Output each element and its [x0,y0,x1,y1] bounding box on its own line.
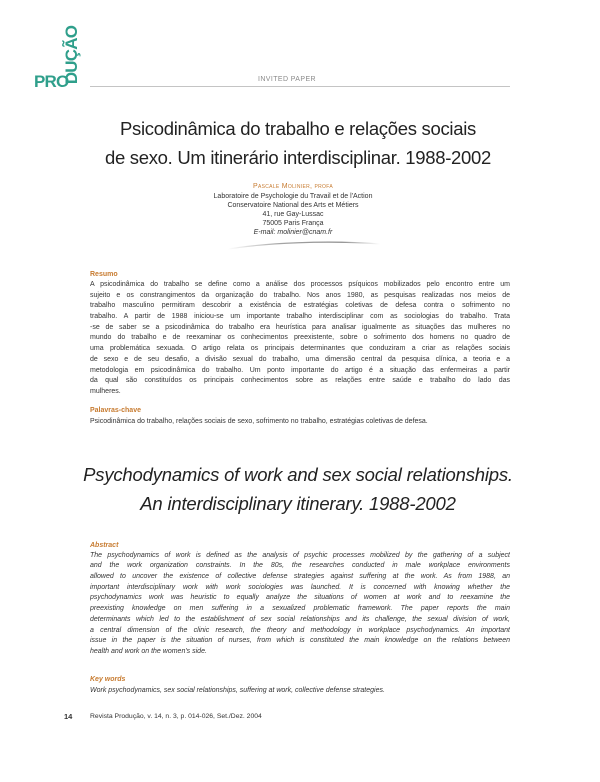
resumo-line: uma problemática sexuada. O artigo relata os principais determinantes que conduziram a criar as relações sociais [90,345,510,353]
abstract-line: determinants which led to the establishment of sex social relationships and its challenge, the sexual division of work, [90,615,510,623]
resumo-line: mulheres. [90,387,121,395]
key-words-text: Work psychodynamics, sex social relationships, suffering at work, collective defense strategies. [90,686,385,694]
resumo-line: de sexo e de seu desafio, a divisão sexual do trabalho, uma dimensão central da pesquisa clínica, a teoria e a [90,355,510,363]
affiliation-line: 75005 Paris França [262,219,324,227]
abstract-line: psychodynamics work was heuristic to equally analyze the situations of women at work and to reexamine the [90,594,510,602]
affiliation-line: Conservatoire National des Arts et Métiers [227,201,359,209]
header-rule [90,86,510,87]
title-portuguese-line: de sexo. Um itinerário interdisciplinar. 1988-2002 [104,147,492,168]
journal-logo-pro: PRO [34,72,69,91]
abstract-line: preexisting knowledge on men suffering in a sexualized problematic framework. The paper reports the main [90,605,510,613]
abstract-line: important interdisciplinary work with work sociologies was launched. It is concerned with knowing whether the [90,583,510,591]
abstract-line: health and work on the women's side. [90,647,207,655]
key-words-heading: Key words [90,675,126,683]
affiliation-line: Laboratoire de Psychologie du Travail et de l'Action [213,192,373,200]
abstract-heading: Abstract [90,541,119,549]
resumo-line: metodologia em psicodinâmica do trabalho. Um ponto importante do artigo é a situação das enfermeiras a partir [90,366,510,374]
title-portuguese [0,114,596,172]
resumo-line: da qual são constituídos os principais conhecimentos sobre as relações entre saúde e trabalho do lado das [90,377,510,385]
resumo-line: trabalho. A partir de 1988 iniciou-se um importante trabalho interdisciplinar com as sociologias do trabalho. Trata [90,313,510,321]
author-email: E-mail: molinier@cnam.fr [253,228,333,236]
journal-logo-ducao: DUÇÃO [62,25,81,85]
resumo-text [90,280,510,398]
resumo-line: trabalho masculino permitiram descobrir a existência de estratégias coletivas de defesa contra o sofrimento no [90,302,510,310]
resumo-line: A psicodinâmica do trabalho se define como a análise dos processos psíquicos mobilizados pelo encontro entre um [90,281,510,288]
title-english-line: Psychodynamics of work and sex social relationships. [83,463,513,485]
divider-swoosh [226,238,382,252]
resumo-line: sujeito e os constrangimentos da organização do trabalho. Nos anos 1980, as pesquisas realizadas nos meios de [90,291,510,299]
author-name: Pascale Molinier, profa [253,183,333,190]
abstract-line: and the work organization constraints. In the 80s, the researches conducted in male workplace environments [90,562,510,570]
page-number: 14 [64,711,73,721]
palavras-chave-text: Psicodinâmica do trabalho, relações sociais de sexo, sofrimento no trabalho, estratégias coletivas de defesa. [90,417,428,425]
title-portuguese-line: Psicodinâmica do trabalho e relações sociais [120,118,476,139]
title-english [0,460,596,518]
title-english-line: An interdisciplinary itinerary. 1988-2002 [140,492,456,514]
abstract-line: allowed to uncover the existence of collective defense strategies against suffering at the work. As from 1988, an [90,573,510,581]
palavras-chave-heading: Palavras-chave [90,406,141,414]
resumo-line: -se de saber se a psicodinâmica do trabalho era heurística para analisar igualmente as situações das mulheres no [90,323,510,331]
section-label: INVITED PAPER [258,76,316,83]
abstract-line: a central dimension of the clinic research, the theory and methodology in workplace psychodynamics. An important [90,626,510,634]
journal-citation: Revista Produção, v. 14, n. 3, p. 014-026, Set./Dez. 2004 [90,712,262,720]
author-block [0,182,586,237]
resumo-line: mundo do trabalho e de reexaminar os conhecimentos preexistente, sobre o sofrimento dos homens no quadro de [90,334,510,342]
affiliation-line: 41, rue Gay-Lussac [262,210,324,218]
resumo-heading: Resumo [90,271,118,278]
abstract-line: The psychodynamics of work is defined as the analysis of psychic processes mobilized by the gathering of a subject [90,551,510,559]
abstract-line: issue in the paper is the situation of nurses, from which is constituted the main knowledge on the relations between [90,637,510,645]
abstract-text [90,551,510,658]
